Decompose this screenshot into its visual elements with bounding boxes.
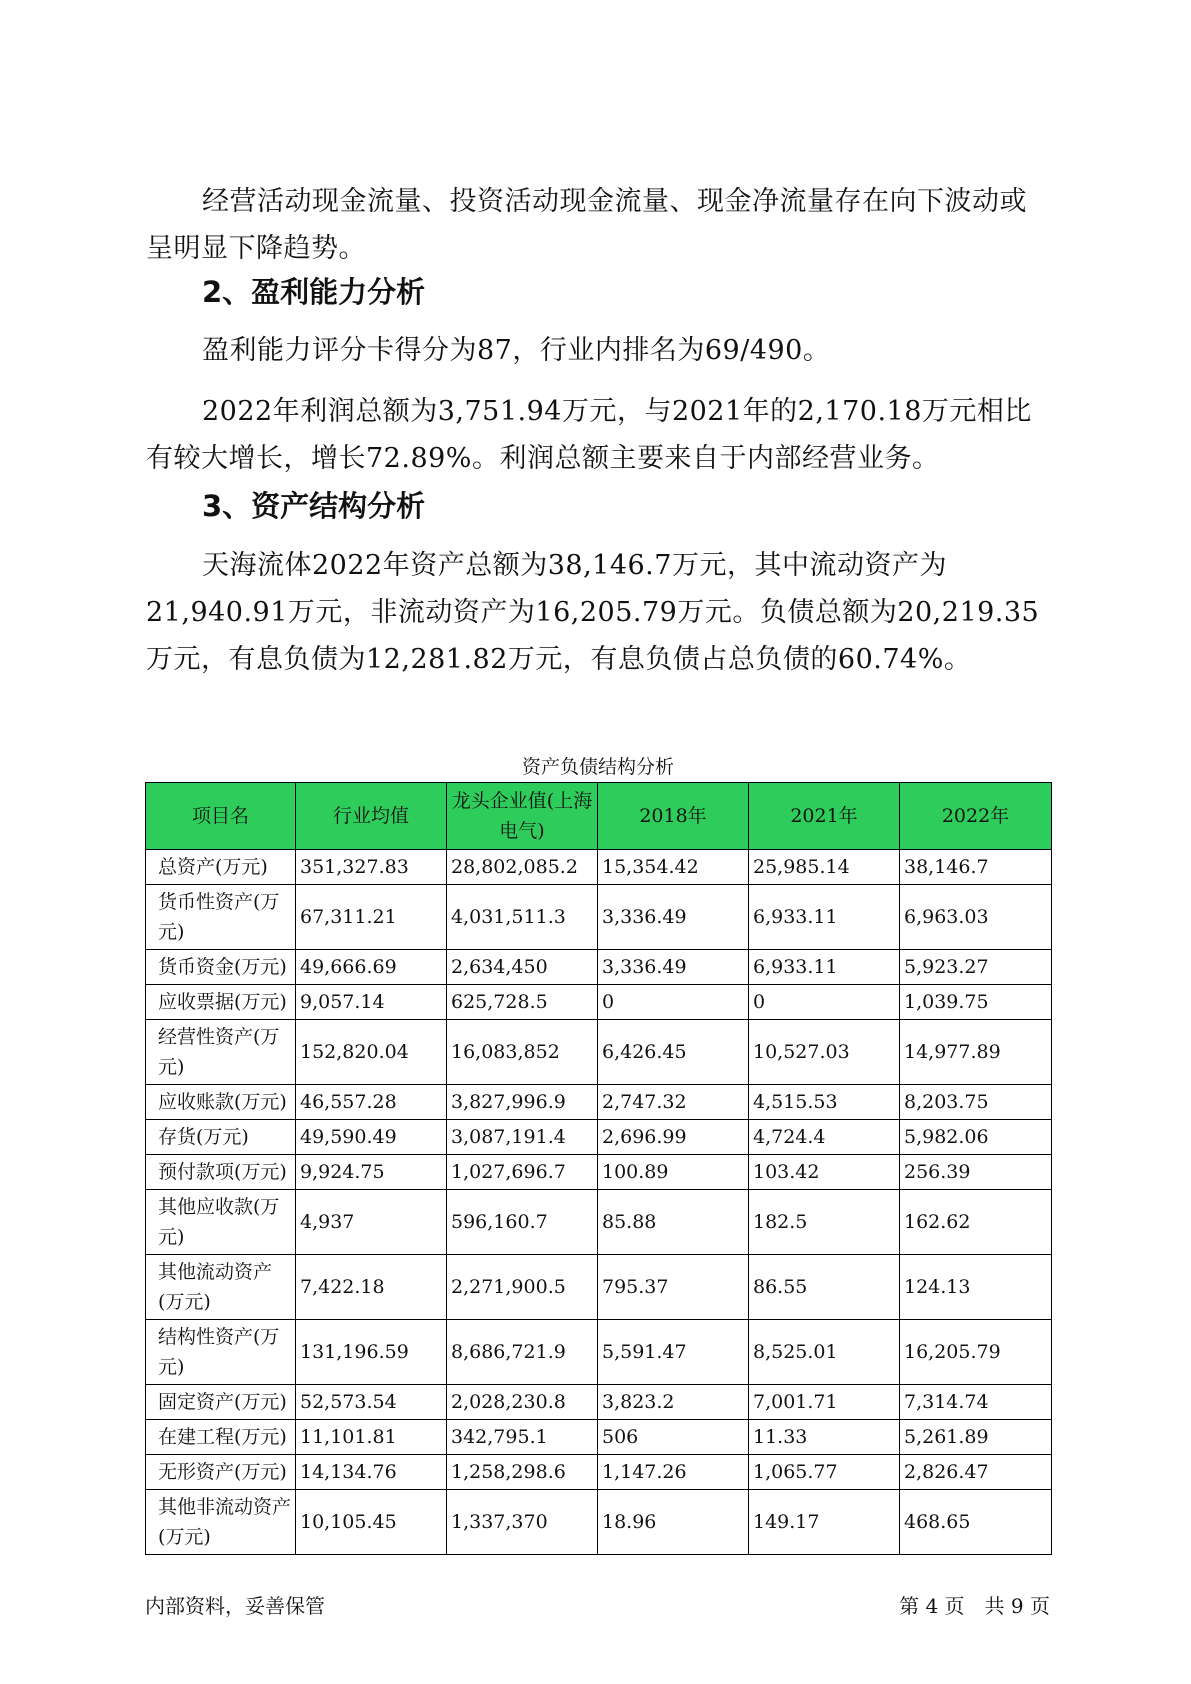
heading-asset-structure: 3、资产结构分析 xyxy=(202,489,426,523)
table-cell: 49,590.49 xyxy=(296,1120,447,1155)
table-cell: 7,001.71 xyxy=(749,1385,900,1420)
table-cell: 4,031,511.3 xyxy=(447,885,598,950)
table-cell: 2,826.47 xyxy=(900,1455,1052,1490)
row-label: 货币性资产(万元) xyxy=(146,885,296,950)
table-cell: 6,933.11 xyxy=(749,950,900,985)
table-cell: 49,666.69 xyxy=(296,950,447,985)
table-row xyxy=(146,985,1052,1020)
row-label: 结构性资产(万元) xyxy=(146,1320,296,1385)
table-cell: 11.33 xyxy=(749,1420,900,1455)
table-cell: 2,696.99 xyxy=(598,1120,749,1155)
table-cell: 795.37 xyxy=(598,1255,749,1320)
table-cell: 625,728.5 xyxy=(447,985,598,1020)
table-cell: 11,101.81 xyxy=(296,1420,447,1455)
row-label: 在建工程(万元) xyxy=(146,1420,296,1455)
footer-confidential-note: 内部资料，妥善保管 xyxy=(145,1594,325,1618)
row-label: 固定资产(万元) xyxy=(146,1385,296,1420)
row-label: 应收票据(万元) xyxy=(146,985,296,1020)
table-cell: 131,196.59 xyxy=(296,1320,447,1385)
table-cell: 8,686,721.9 xyxy=(447,1320,598,1385)
table-cell: 1,258,298.6 xyxy=(447,1455,598,1490)
table-cell: 162.62 xyxy=(900,1190,1052,1255)
table-cell: 1,065.77 xyxy=(749,1455,900,1490)
row-label: 存货(万元) xyxy=(146,1120,296,1155)
table-cell: 28,802,085.2 xyxy=(447,850,598,885)
row-label: 其他非流动资产(万元) xyxy=(146,1490,296,1555)
table-row xyxy=(146,1420,1052,1455)
table-cell: 9,057.14 xyxy=(296,985,447,1020)
table-cell: 0 xyxy=(749,985,900,1020)
table-row xyxy=(146,850,1052,885)
table-cell: 256.39 xyxy=(900,1155,1052,1190)
table-cell: 152,820.04 xyxy=(296,1020,447,1085)
table-cell: 3,087,191.4 xyxy=(447,1120,598,1155)
table-cell: 6,426.45 xyxy=(598,1020,749,1085)
table-cell: 596,160.7 xyxy=(447,1190,598,1255)
table-row xyxy=(146,1455,1052,1490)
table-cell: 1,337,370 xyxy=(447,1490,598,1555)
table-cell: 25,985.14 xyxy=(749,850,900,885)
row-label: 预付款项(万元) xyxy=(146,1155,296,1190)
table-cell: 16,083,852 xyxy=(447,1020,598,1085)
table-cell: 15,354.42 xyxy=(598,850,749,885)
table-cell: 100.89 xyxy=(598,1155,749,1190)
heading-profitability: 2、盈利能力分析 xyxy=(202,275,426,309)
table-cell: 6,933.11 xyxy=(749,885,900,950)
table-row xyxy=(146,885,1052,950)
table-cell: 16,205.79 xyxy=(900,1320,1052,1385)
table-cell: 103.42 xyxy=(749,1155,900,1190)
table-cell: 5,982.06 xyxy=(900,1120,1052,1155)
table-cell: 3,336.49 xyxy=(598,950,749,985)
asset-liability-table xyxy=(145,782,1052,1555)
table-cell: 46,557.28 xyxy=(296,1085,447,1120)
table-cell: 38,146.7 xyxy=(900,850,1052,885)
table-cell: 7,314.74 xyxy=(900,1385,1052,1420)
table-cell: 4,724.4 xyxy=(749,1120,900,1155)
column-header: 2022年 xyxy=(900,783,1052,850)
table-cell: 3,336.49 xyxy=(598,885,749,950)
table-cell: 67,311.21 xyxy=(296,885,447,950)
paragraph-profit-total: 2022年利润总额为3,751.94万元，与2021年的2,170.18万元相比有较大增长，增长72.89%。利润总额主要来自于内部经营业务。 xyxy=(146,396,1032,474)
table-cell: 9,924.75 xyxy=(296,1155,447,1190)
table-cell: 10,527.03 xyxy=(749,1020,900,1085)
table-cell: 6,963.03 xyxy=(900,885,1052,950)
table-cell: 8,525.01 xyxy=(749,1320,900,1385)
table-cell: 182.5 xyxy=(749,1190,900,1255)
table-cell: 2,028,230.8 xyxy=(447,1385,598,1420)
column-header: 龙头企业值(上海电气) xyxy=(447,783,598,850)
row-label: 总资产(万元) xyxy=(146,850,296,885)
table-row xyxy=(146,1490,1052,1555)
table-cell: 7,422.18 xyxy=(296,1255,447,1320)
table-cell: 18.96 xyxy=(598,1490,749,1555)
table-cell: 86.55 xyxy=(749,1255,900,1320)
table-row xyxy=(146,1085,1052,1120)
table-cell: 1,039.75 xyxy=(900,985,1052,1020)
table-row xyxy=(146,1120,1052,1155)
column-header: 行业均值 xyxy=(296,783,447,850)
table-cell: 2,271,900.5 xyxy=(447,1255,598,1320)
table-cell: 14,134.76 xyxy=(296,1455,447,1490)
paragraph-profit-score: 盈利能力评分卡得分为87，行业内排名为69/490。 xyxy=(202,335,831,366)
table-row xyxy=(146,1385,1052,1420)
table-cell: 0 xyxy=(598,985,749,1020)
table-cell: 52,573.54 xyxy=(296,1385,447,1420)
table-row xyxy=(146,1155,1052,1190)
column-header: 2018年 xyxy=(598,783,749,850)
table-cell: 1,147.26 xyxy=(598,1455,749,1490)
paragraph-asset-summary: 天海流体2022年资产总额为38,146.7万元，其中流动资产为21,940.91万元，非流动资产为16,205.79万元。负债总额为20,219.35万元，有息负债为12,281.82万元，有息负债占总负债的60.74%。 xyxy=(146,550,1040,675)
table-cell: 4,515.53 xyxy=(749,1085,900,1120)
table-cell: 10,105.45 xyxy=(296,1490,447,1555)
table-cell: 124.13 xyxy=(900,1255,1052,1320)
row-label: 应收账款(万元) xyxy=(146,1085,296,1120)
table-cell: 8,203.75 xyxy=(900,1085,1052,1120)
table-cell: 5,261.89 xyxy=(900,1420,1052,1455)
table-cell: 1,027,696.7 xyxy=(447,1155,598,1190)
footer-page-number: 第 4 页 共 9 页 xyxy=(899,1594,1050,1618)
row-label: 经营性资产(万元) xyxy=(146,1020,296,1085)
table-cell: 149.17 xyxy=(749,1490,900,1555)
table-cell: 468.65 xyxy=(900,1490,1052,1555)
table-cell: 351,327.83 xyxy=(296,850,447,885)
table-caption: 资产负债结构分析 xyxy=(521,756,674,778)
row-label: 其他应收款(万元) xyxy=(146,1190,296,1255)
column-header: 2021年 xyxy=(749,783,900,850)
table-cell: 506 xyxy=(598,1420,749,1455)
column-header: 项目名 xyxy=(146,783,296,850)
table-cell: 4,937 xyxy=(296,1190,447,1255)
table-cell: 342,795.1 xyxy=(447,1420,598,1455)
table-cell: 3,823.2 xyxy=(598,1385,749,1420)
table-cell: 2,634,450 xyxy=(447,950,598,985)
table-row xyxy=(146,1190,1052,1255)
table-row xyxy=(146,950,1052,985)
table-cell: 85.88 xyxy=(598,1190,749,1255)
table-header-row xyxy=(146,783,1052,850)
row-label: 无形资产(万元) xyxy=(146,1455,296,1490)
table-row xyxy=(146,1320,1052,1385)
table-row xyxy=(146,1020,1052,1085)
table-cell: 3,827,996.9 xyxy=(447,1085,598,1120)
table-cell: 14,977.89 xyxy=(900,1020,1052,1085)
table-cell: 5,923.27 xyxy=(900,950,1052,985)
paragraph-cashflow: 经营活动现金流量、投资活动现金流量、现金净流量存在向下波动或呈明显下降趋势。 xyxy=(146,186,1027,264)
row-label: 其他流动资产(万元) xyxy=(146,1255,296,1320)
table-cell: 2,747.32 xyxy=(598,1085,749,1120)
row-label: 货币资金(万元) xyxy=(146,950,296,985)
table-row xyxy=(146,1255,1052,1320)
table-cell: 5,591.47 xyxy=(598,1320,749,1385)
